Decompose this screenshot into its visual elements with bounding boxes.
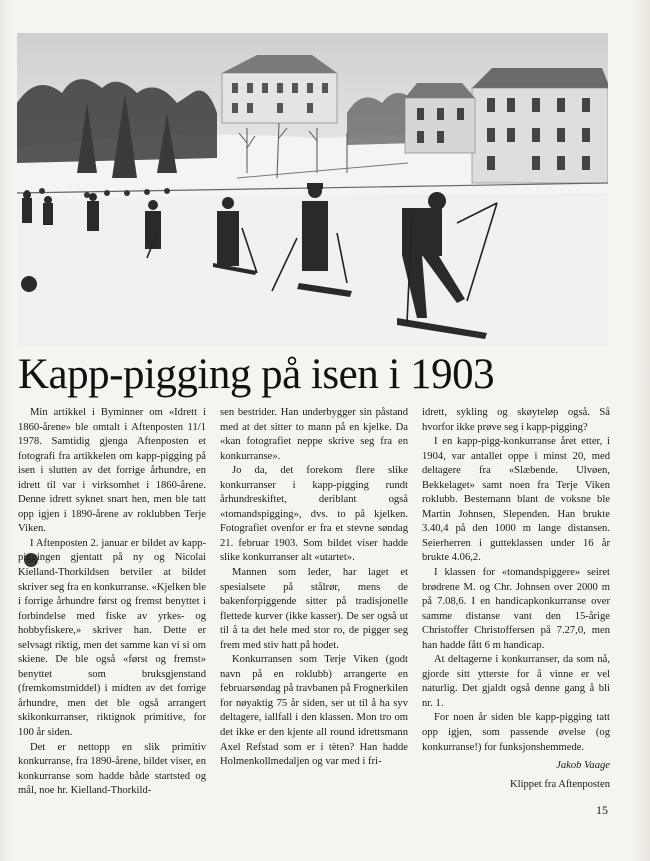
article-body xyxy=(18,406,610,796)
paragraph: For noen år siden ble kapp-pigging tatt opp igjen, som passende øvelse (og konkurranse!) for funksjonshemmede. xyxy=(422,712,610,753)
paragraph: I klassen for «tomandspiggere» seiret brødrene M. og Chr. Johnsen over 2000 m på 7.08,6. I en handicapkonkurranse over samme distanse vant den 15-årige Christoffer Christoffersen på 7.27,0, men han hadde fått 6 m handicap. xyxy=(422,567,610,651)
paragraph: Konkurransen som Terje Viken (godt navn på en roklubb) arrangerte en februarsøndag på travbanen på Frognerkilen for nøyaktig 75 år siden, ser ut til å ha syv deltagere, iallfall i den klassen. Mon tro om det ikke er den kjente all round idrettsmann Axel Refstad som er i tèten? Han hadde Holmenkollmedaljen og var med i fri- xyxy=(220,654,408,768)
paragraph: I en kapp-pigg-konkurranse året etter, i 1904, var antallet oppe i minst 20, med deltagere fra «Slæbende. Ulvøen, Bekkelaget» samt noen fra Terje Viken roklubb. Bestemann blant de voksne ble Martin Johnsen, Slependen. Han brukte 3.40,4 på den 1000 m lange distansen. Seierherren i gutteklassen under 16 år brukte 4.06,2. xyxy=(422,436,610,564)
paragraph: Min artikkel i Byminner om «Idrett i 1860-årene» ble omtalt i Aftenposten 11/1 1978. Samtidig gjenga Aftenposten et fotografi fra artikkelen om kapp-pigging på isen i slutten av det forrige århundre, en idrett til var i virksomhet i 1860-årene. Denne idrett syknet snart hen, men ble tatt opp igjen i 1890-årene av roklubben Terje Viken. xyxy=(18,407,206,535)
paragraph: idrett, sykling og skøyteløp også. Så hvorfor ikke prøve seg i kapp-pigging? xyxy=(422,407,610,433)
article-headline: Kapp-pigging på isen i 1903 xyxy=(18,351,495,398)
article-column-3 xyxy=(422,406,610,796)
photo-ice-sled-race xyxy=(17,33,608,347)
paragraph: At deltagerne i konkurranser, da som nå, gjorde sitt ytterste for å vinne er vel naturlig. Det gjaldt også denne gang å bli nr. 1. xyxy=(422,654,610,709)
paragraph: sen bestrider. Han underbygger sin påstand med at det sitter to mann på en kjelke. Da «kan fotografiet neppe skrive seg fra en konkurranse». xyxy=(220,407,408,462)
article-column-1 xyxy=(18,406,206,796)
paragraph: I Aftenposten 2. januar er bildet av kapp-piggingen gjentatt på ny og Nicolai Kielland-Thorkildsen betviler at bildet skriver seg fra en konkurranse. «Kjelken ble i forrige århundre først og fremst benyttet i forbindelse med fiske av yrkes- og hobbyfiskere,» skriver han. Dette er selvsagt riktig, men det samme kan vi si om skiene. De ble også «først og fremst» benyttet som bruksgjenstand (fremkomstmiddel) i midten av det forrige århundre, men det ble også arrangert skikonkurranser, riktignok primitive, for 100 år siden. xyxy=(18,537,206,739)
paragraph: Jo da, det forekom flere slike konkurranser i kapp-pigging rundt århundreskiftet, deriblant også «tomandspigging», dvs. to på kjelken. Fotografiet ovenfor er fra et stevne søndag 21. februar 1903. Som bildet viser hadde slike konkurranser alt «utartet». xyxy=(220,465,408,564)
author-signature: Jakob Vaage xyxy=(556,760,610,772)
page-number: 15 xyxy=(596,803,608,817)
source-credit: Klippet fra Aftenposten xyxy=(509,778,610,790)
article-column-2 xyxy=(220,406,408,796)
paragraph: Mannen som leder, har laget et spesialsete på stålrør, mens de bakenforpiggende sitter på tradisjonelle flettede kurver (ikke kasser). De ser også ut til å ta det hele med stor ro, de pigger seg frem med stiv hatt på hodet. xyxy=(220,567,408,651)
punch-hole xyxy=(21,276,37,292)
paragraph: Det er nettopp en slik primitiv konkurranse, fra 1890-årene, bildet viser, en konkurranse som hadde både startsted og mål, noe hr. Kielland-Thorkild- xyxy=(18,741,206,797)
